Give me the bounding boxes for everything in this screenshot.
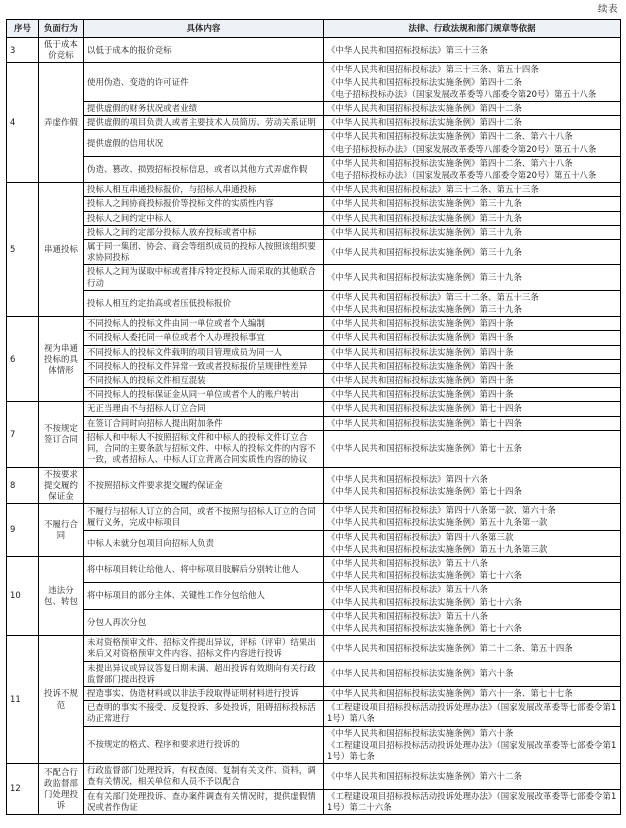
cell-behavior: 违法分包、转包 [39,556,84,635]
cell-legal-basis [324,686,621,700]
cell-content: 以低于成本的报价竞标 [84,38,324,63]
legal-basis-line: 《中华人民共和国招标投标法实施条例》第七十四条 [327,417,522,428]
legal-basis-line: 《中华人民共和国招标投标法实施条例》第三十九条 [327,212,522,223]
table-row [7,197,621,211]
column-header-basis: 法律、行政法规和部门规章等依据 [324,20,621,38]
cell-behavior: 不按要求提交履约保证金 [39,467,84,504]
legal-basis-line: 《电子招标投标办法》（国家发展改革委等八部委令第20号）第五十八条 [327,88,597,99]
table-row [7,183,621,197]
cell-content: 不同投标人委托同一单位或者个人办理投标事宜 [84,331,324,345]
cell-content: 已查明的事实不接受、反复投诉、多处投诉，阻碍招标投标活动正常进行 [84,701,324,726]
cell-legal-basis [324,661,621,686]
table-row [7,265,621,290]
table-row [7,156,621,182]
legal-basis-line: 《中华人民共和国招标投标法实施条例》第六十一条、第七十七条 [327,687,573,698]
cell-legal-basis [324,265,621,290]
cell-legal-basis [324,530,621,556]
cell-legal-basis [324,102,621,116]
table-row [7,430,621,467]
table-row [7,388,621,402]
legal-basis-line: 《中华人民共和国招标投标法实施条例》第七十六条 [327,570,522,581]
cell-legal-basis [324,583,621,609]
cell-legal-basis [324,183,621,197]
legal-basis-line: 《中华人民共和国招标投标法实施条例》第四十条 [327,389,514,400]
cell-content: 投标人之间约定部分投标人放弃投标或者中标 [84,225,324,239]
cell-seq: 3 [7,38,39,63]
table-row [7,636,621,661]
legal-basis-line: 《中华人民共和国招标投标法实施条例》第四十二条 [327,103,522,114]
legal-basis-line: 《工程建设项目招标投标活动投诉处理办法》（国家发展改革委等七部委令第11号）第二十六条 [327,790,617,812]
legal-basis-line: 《中华人民共和国招标投标法》第五十八条 [327,584,489,595]
table-row [7,38,621,63]
cell-legal-basis [324,726,621,764]
table-row [7,359,621,373]
table-header-row [7,20,621,38]
legal-basis-line: 《电子招标投标办法》（国家发展改革委等八部委令第20号）第五十八条 [327,170,597,181]
cell-legal-basis [324,504,621,530]
cell-content: 投标人之间协商投标报价等投标文件的实质性内容 [84,197,324,211]
legal-basis-line: 《中华人民共和国招标投标法实施条例》第四十二条 [327,76,522,87]
legal-basis-line: 《中华人民共和国招标投标法》第三十二条、第五十三条 [327,291,539,302]
legal-basis-line: 《中华人民共和国招标投标法实施条例》第七十六条 [327,622,522,633]
cell-content: 投标人相互串通投标报价，与招标人串通投标 [84,183,324,197]
legal-basis-line: 《中华人民共和国招标投标法》第四十八条第一款、第六十条 [327,505,556,516]
table-row [7,402,621,416]
cell-content: 不按规定的格式、程序和要求进行投诉的 [84,726,324,764]
cell-content: 未对资格预审文件、招标文件提出异议，评标（评审）结果出来后又对资格预审文件内容、招标文件内容进行投诉 [84,636,324,661]
legal-basis-line: 《中华人民共和国招标投标法实施条例》第三十九条 [327,246,522,257]
legal-basis-line: 《中华人民共和国招标投标法实施条例》第五十九条第一款 [327,517,548,528]
table-row [7,701,621,726]
cell-seq: 9 [7,504,39,557]
table-row [7,102,621,116]
cell-content: 捏造事实、伪造材料或以非法手段取得证明材料进行投诉 [84,686,324,700]
cell-content: 将中标项目的部分主体、关键性工作分包给他人 [84,583,324,609]
cell-legal-basis [324,359,621,373]
table-row [7,504,621,530]
cell-legal-basis [324,240,621,265]
legal-basis-line: 《工程建设项目招标投标活动投诉处理办法》（国家发展改革委等七部委令第11号）第八条 [327,702,617,724]
legal-basis-line: 《中华人民共和国招标投标法实施条例》第四十条 [327,375,514,386]
table-row [7,211,621,225]
cell-legal-basis [324,467,621,504]
cell-legal-basis [324,430,621,467]
cell-legal-basis [324,63,621,102]
table-row [7,789,621,814]
cell-legal-basis [324,701,621,726]
cell-content: 在有关部门处理投诉、查办案件调查有关情况时，提供虚假情况或者作伪证 [84,789,324,814]
table-row [7,240,621,265]
cell-legal-basis [324,225,621,239]
table-row [7,686,621,700]
legal-basis-line: 《中华人民共和国招标投标法实施条例》第三十九条 [327,226,522,237]
cell-seq: 8 [7,467,39,504]
cell-content: 投标人相互约定抬高或者压低投标报价 [84,290,324,316]
column-header-seq: 序号 [7,20,39,38]
negative-behavior-table [6,19,621,815]
cell-content: 招标人和中标人不按照招标文件和中标人的投标文件订立合同，合同的主要条款与招标文件、中标人的投标文件的内容不一致，或者招标人、中标人订立背离合同实质性内容的协议 [84,430,324,467]
legal-basis-line: 《中华人民共和国招标投标法实施条例》第七十四条 [327,485,522,496]
cell-behavior: 投诉不规范 [39,636,84,764]
cell-legal-basis [324,116,621,130]
table-row [7,345,621,359]
cell-content: 不同投标人的投标文件异常一致或者投标报价呈规律性差异 [84,359,324,373]
cell-behavior: 不履行合同 [39,504,84,557]
table-row [7,374,621,388]
column-header-behavior: 负面行为 [39,20,84,38]
cell-content: 不同投标人的投标文件载明的项目管理成员为同一人 [84,345,324,359]
cell-legal-basis [324,290,621,316]
cell-content: 不履行与招标人订立的合同，或者不按照与招标人订立的合同履行义务，完成中标项目 [84,504,324,530]
cell-legal-basis [324,374,621,388]
cell-content: 提供虚假的项目负责人或者主要技术人员简历、劳动关系证明 [84,116,324,130]
continued-table-label: 续表 [597,4,618,15]
legal-basis-line: 《中华人民共和国招标投标法实施条例》第三十九条 [327,272,522,283]
table-row [7,130,621,156]
table-row [7,467,621,504]
cell-content: 不同投标人的投标文件由同一单位或者个人编制 [84,317,324,331]
table-row [7,63,621,102]
legal-basis-line: 《中华人民共和国招标投标法实施条例》第六十二条 [327,770,522,781]
cell-behavior: 低于成本价竞标 [39,38,84,63]
cell-content: 使用伪造、变造的许可证件 [84,63,324,102]
cell-legal-basis [324,331,621,345]
cell-legal-basis [324,38,621,63]
table-row [7,225,621,239]
legal-basis-line: 《中华人民共和国招标投标法实施条例》第二十二条、第五十四条 [327,642,573,653]
cell-content: 提供虚假的财务状况或者业绩 [84,102,324,116]
legal-basis-line: 《中华人民共和国招标投标法实施条例》第五十九条第三款 [327,543,548,554]
cell-content: 属于同一集团、协会、商会等组织成员的投标人按照该组织要求协同投标 [84,240,324,265]
cell-content: 不同投标人的投标保证金从同一单位或者个人的账户转出 [84,388,324,402]
cell-legal-basis [324,556,621,582]
legal-basis-line: 《中华人民共和国招标投标法实施条例》第四十条 [327,346,514,357]
cell-legal-basis [324,130,621,156]
cell-content: 提供虚假的信用状况 [84,130,324,156]
cell-seq: 7 [7,402,39,467]
legal-basis-line: 《中华人民共和国招标投标法实施条例》第四十条 [327,360,514,371]
legal-basis-line: 《中华人民共和国招标投标法实施条例》第七十四条 [327,403,522,414]
legal-basis-line: 《中华人民共和国招标投标法实施条例》第七十六条 [327,596,522,607]
cell-behavior: 视为串通投标的具体情形 [39,317,84,402]
cell-legal-basis [324,609,621,635]
table-row [7,556,621,582]
legal-basis-line: 《中华人民共和国招标投标法》第三十二条、第五十三条 [327,184,539,195]
cell-behavior: 不按规定签订合同 [39,402,84,467]
cell-seq: 11 [7,636,39,764]
cell-content: 无正当理由不与招标人订立合同 [84,402,324,416]
cell-legal-basis [324,764,621,789]
cell-content: 行政监督部门处理投诉，有权查阅、复制有关文件、资料，调查有关情况，相关单位和人员不予以配合 [84,764,324,789]
legal-basis-line: 《中华人民共和国招标投标法》第三十三条 [327,44,489,55]
column-header-content: 具体内容 [84,20,324,38]
cell-seq: 12 [7,764,39,815]
table-row [7,764,621,789]
table-row [7,317,621,331]
table-row [7,416,621,430]
legal-basis-line: 《中华人民共和国招标投标法实施条例》第四十二条、第六十八条 [327,131,573,142]
cell-legal-basis [324,211,621,225]
cell-content: 伪造、篡改、损毁招标投标信息，或者以其他方式弄虚作假 [84,156,324,182]
cell-legal-basis [324,388,621,402]
cell-seq: 6 [7,317,39,402]
cell-seq: 5 [7,183,39,317]
table-row [7,583,621,609]
table-row [7,609,621,635]
legal-basis-line: 《中华人民共和国招标投标法实施条例》第四十条 [327,318,514,329]
cell-seq: 10 [7,556,39,635]
table-row [7,661,621,686]
legal-basis-line: 《中华人民共和国招标投标法实施条例》第四十二条 [327,117,522,128]
cell-content: 投标人之间约定中标人 [84,211,324,225]
legal-basis-line: 《中华人民共和国招标投标法》第四十六条 [327,473,489,484]
cell-seq: 4 [7,63,39,183]
cell-legal-basis [324,789,621,814]
legal-basis-line: 《中华人民共和国招标投标法》第五十八条 [327,610,489,621]
cell-legal-basis [324,402,621,416]
cell-legal-basis [324,156,621,182]
legal-basis-line: 《中华人民共和国招标投标法实施条例》第三十九条 [327,198,522,209]
cell-content: 不同投标人的投标文件相互混装 [84,374,324,388]
cell-legal-basis [324,197,621,211]
legal-basis-line: 《电子招标投标办法》（国家发展改革委等八部委令第20号）第五十八条 [327,143,597,154]
cell-content: 在签订合同时向招标人提出附加条件 [84,416,324,430]
cell-content: 分包人再次分包 [84,609,324,635]
legal-basis-line: 《中华人民共和国招标投标法实施条例》第四十二条、第六十八条 [327,157,573,168]
cell-content: 将中标项目转让给他人、将中标项目肢解后分别转让他人 [84,556,324,582]
cell-content: 不按照招标文件要求提交履约保证金 [84,467,324,504]
table-row [7,331,621,345]
cell-behavior: 串通投标 [39,183,84,317]
cell-content: 中标人未就分包项目向招标人负责 [84,530,324,556]
legal-basis-line: 《中华人民共和国招标投标法实施条例》第六十条 [327,668,514,679]
cell-content: 未提出异议或异议答复日期未满、超出投诉有效期向有关行政监督部门提出投诉 [84,661,324,686]
legal-basis-line: 《中华人民共和国招标投标法》第四十八条第三款 [327,531,514,542]
legal-basis-line: 《工程建设项目招标投标活动投诉处理办法》（国家发展改革委等七部委令第11号）第七条 [327,739,617,761]
table-row [7,116,621,130]
legal-basis-line: 《中华人民共和国招标投标法》第三十三条、第五十四条 [327,64,539,75]
table-row [7,726,621,764]
cell-legal-basis [324,345,621,359]
legal-basis-line: 《中华人民共和国招标投标法实施条例》第三十九条 [327,304,522,315]
legal-basis-line: 《中华人民共和国招标投标法实施条例》第四十条 [327,332,514,343]
cell-legal-basis [324,636,621,661]
cell-content: 投标人之间为谋取中标或者排斥特定投标人而采取的其他联合行动 [84,265,324,290]
legal-basis-line: 《中华人民共和国招标投标法》第五十八条 [327,557,489,568]
table-header [7,20,621,38]
table-row [7,530,621,556]
cell-behavior: 不配合行政监督部门处理投诉 [39,764,84,815]
cell-legal-basis [324,416,621,430]
table-body [7,38,621,815]
cell-behavior: 弄虚作假 [39,63,84,183]
table-row [7,290,621,316]
legal-basis-line: 《中华人民共和国招标投标法实施条例》第六十条 [327,727,514,738]
legal-basis-line: 《中华人民共和国招标投标法实施条例》第七十五条 [327,443,522,454]
cell-legal-basis [324,317,621,331]
